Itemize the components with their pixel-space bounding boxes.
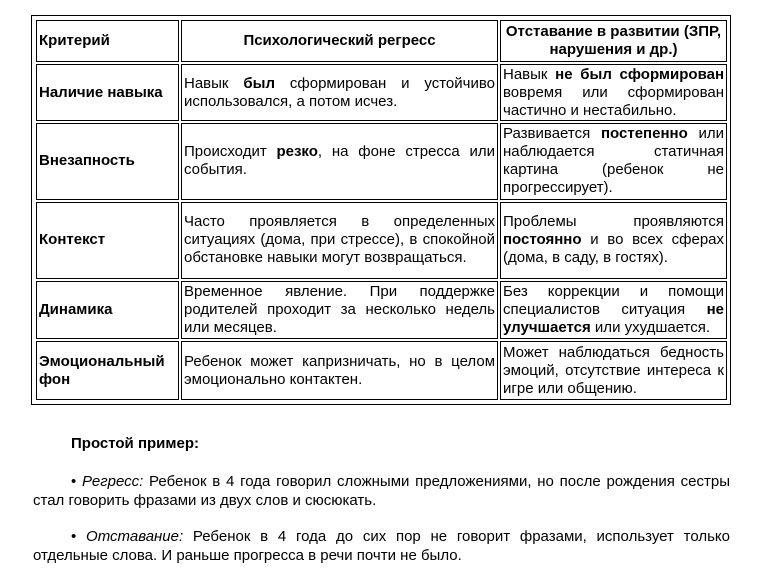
comparison-table [31,15,731,405]
row-delay-cell: Навык не был сформирован вовремя или сформирован частично и нестабильно. [500,64,727,121]
table-row [36,202,727,279]
example-label: Регресс: [82,473,144,490]
table-row [36,281,727,340]
table-row [36,123,727,200]
row-regress-cell: Временное явление. При поддержке родителей проходит за несколько недель или месяцев. [181,281,498,340]
row-regress-cell: Навык был сформирован и устойчиво использовался, а потом исчез. [181,64,498,121]
bullet-icon: • [71,473,77,490]
table-header-row [36,20,727,62]
example-label: Отставание: [86,528,184,545]
header-criterion: Критерий [36,20,179,62]
bullet-icon: • [71,528,77,545]
row-delay-cell: Проблемы проявляются постоянно и во всех сферах (дома, в саду, в гостях). [500,202,727,279]
table-row [36,341,727,400]
example-item-delay [33,527,730,565]
row-delay-cell: Развивается постепенно или наблюдается статичная картина (ребенок не прогрессирует). [500,123,727,200]
row-criterion: Эмоциональный фон [36,341,179,400]
row-delay-cell: Без коррекции и помощи специалистов ситуация не улучшается или ухудшается. [500,281,727,340]
row-criterion: Динамика [36,281,179,340]
row-regress-cell: Происходит резко, на фоне стресса или события. [181,123,498,200]
header-delay: Отставание в развитии (ЗПР, нарушения и др.) [500,20,727,62]
example-text: Ребенок в 4 года говорил сложными предложениями, но после рождения сестры стал говорить фразами из двух слов и сюсюкать. [33,473,730,509]
row-criterion: Контекст [36,202,179,279]
example-item-regress [33,472,730,510]
table-row [36,64,727,121]
example-text: Ребенок в 4 года до сих пор не говорит фразами, использует только отдельные слова. И раньше прогресса в речи почти не было. [33,528,731,564]
row-regress-cell: Ребенок может капризничать, но в целом эмоционально контактен. [181,341,498,400]
header-regress: Психологический регресс [181,20,498,62]
row-criterion: Внезапность [36,123,179,200]
row-criterion: Наличие навыка [36,64,179,121]
row-regress-cell: Часто проявляется в определенных ситуациях (дома, при стрессе), в спокойной обстановке навыки могут возвращаться. [181,202,498,279]
row-delay-cell: Может наблюдаться бедность эмоций, отсутствие интереса к игре или общению. [500,341,727,400]
example-title: Простой пример: [71,435,199,452]
